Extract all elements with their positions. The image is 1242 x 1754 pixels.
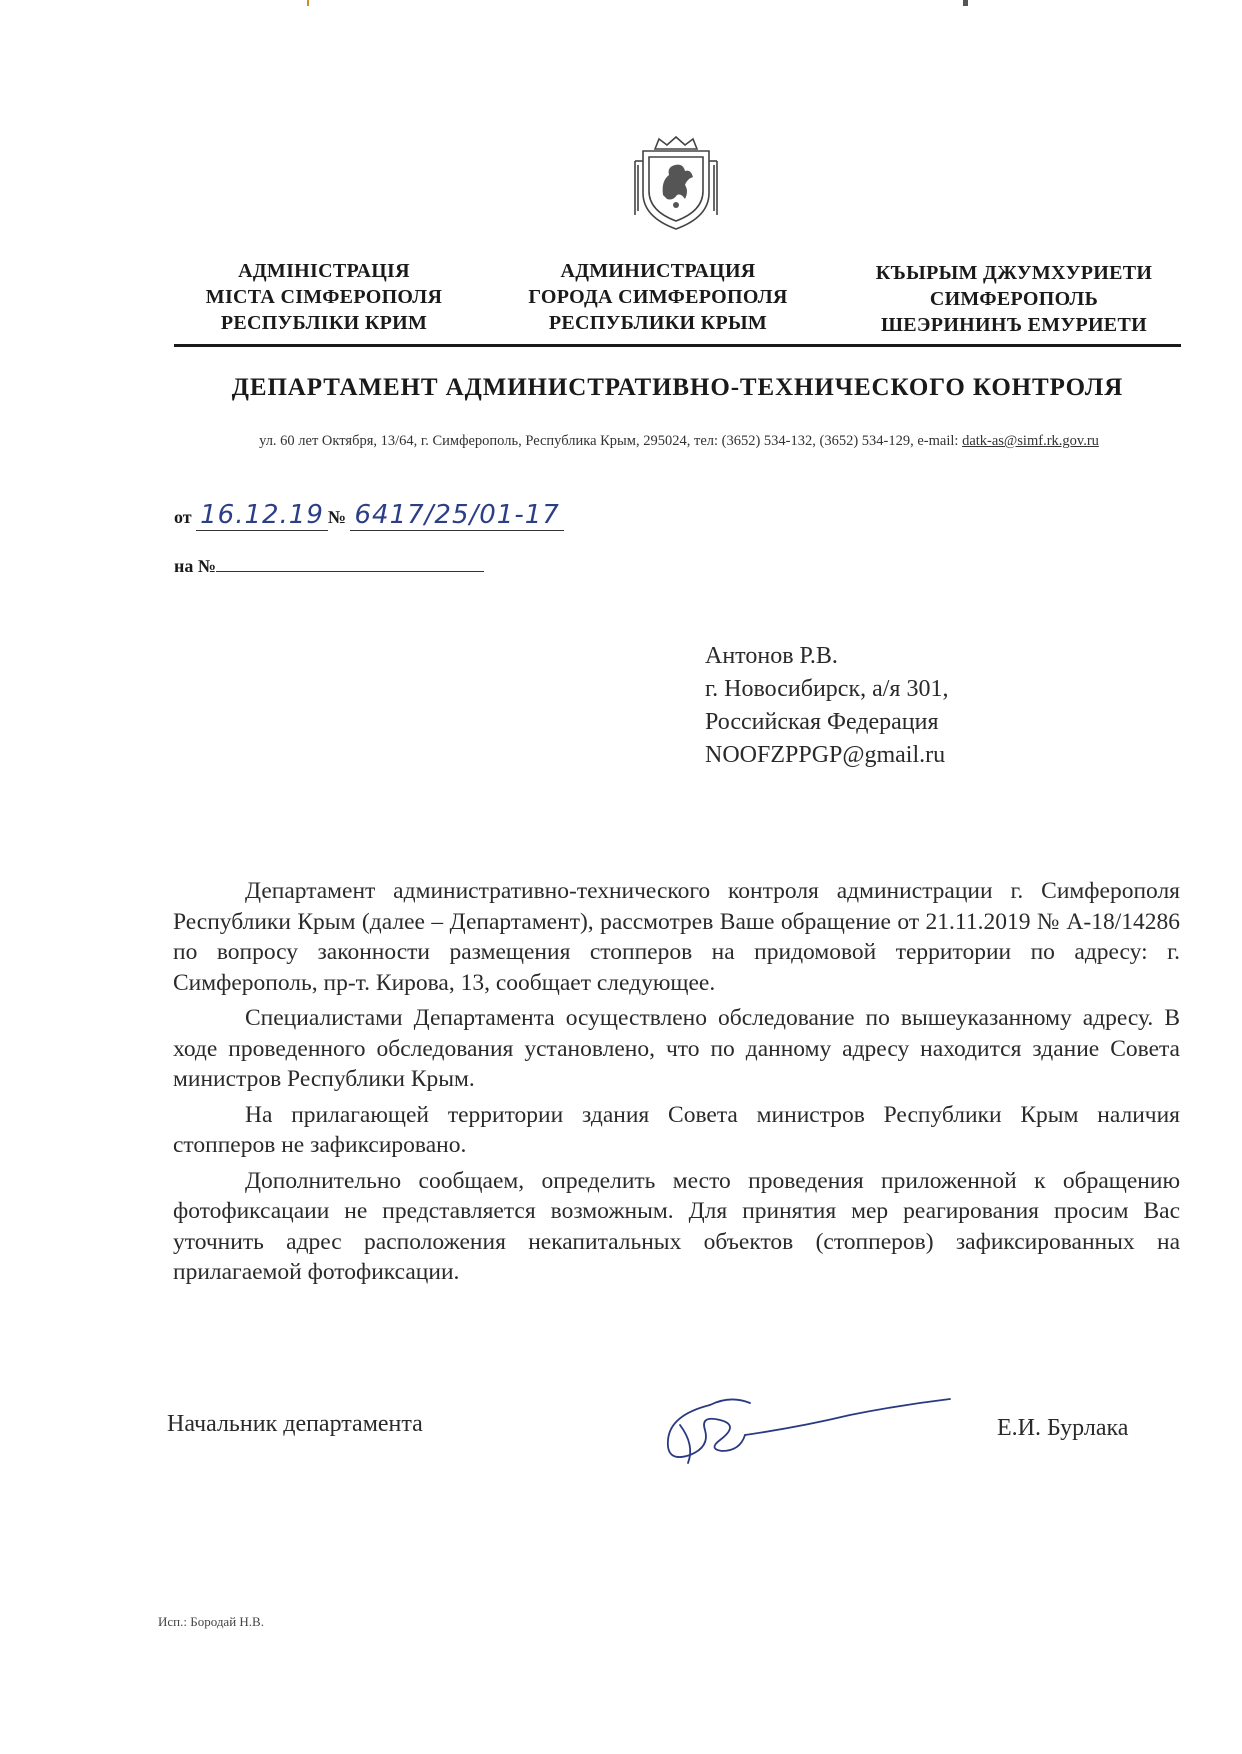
- body-paragraph: Дополнительно сообщаем, определить место проведения приложенной к обращению фотофиксацаии не представляется возможным. Для принятия мер реагирования просим Вас уточнить адрес расположения некапитальных объектов (стопперов) зафиксированных на прилагаемой фотофиксации.: [173, 1167, 1180, 1285]
- ref-no-label: №: [327, 507, 346, 527]
- header-center-line: ГОРОДА СИМФЕРОПОЛЯ: [528, 286, 788, 308]
- address-text: ул. 60 лет Октября, 13/64, г. Симферополь, Республика Крым, 295024, тел: (3652) 534-132, (3652) 534-129, e-mail:: [259, 433, 963, 449]
- header-right-line: КЪЫРЫМ ДЖУМХУРИЕТИ: [875, 262, 1153, 284]
- scan-mark: [307, 0, 309, 6]
- header-left-line: АДМІНІСТРАЦІЯ: [238, 260, 410, 282]
- body-paragraph: Департамент административно-технического контроля администрации г. Симферополя Республики Крым (далее – Департамент), рассмотрев Ваше обращение от 21.11.2019 № А-18/14286 по вопросу законности размещения стопперов на придомовой территории по адресу: г. Симферополь, пр-т. Кирова, 13, сообщает следующее.: [173, 878, 1180, 996]
- ref-number: 6417/25/01-17: [350, 500, 563, 531]
- reply-reference: [174, 555, 484, 577]
- header-left-line: РЕСПУБЛІКИ КРИМ: [220, 312, 428, 334]
- header-right-line: СИМФЕРОПОЛЬ: [929, 288, 1099, 310]
- body-paragraph: Специалистами Департамента осуществлено обследование по вышеуказанному адресу. В ходе проведенного обследования установлено, что по данному адресу находится здание Совета министров Республики Крым.: [173, 1005, 1180, 1092]
- address-email: datk-as@simf.rk.gov.ru: [962, 433, 1099, 449]
- header-divider: [174, 344, 1181, 347]
- scan-mark: [963, 0, 968, 6]
- header-center-line: РЕСПУБЛИКИ КРЫМ: [548, 312, 768, 334]
- header-left: [190, 258, 458, 336]
- recipient-city: г. Новосибирск, а/я 301,: [705, 676, 949, 702]
- reply-number-blank: [216, 555, 484, 572]
- header-center: [500, 258, 816, 336]
- outgoing-reference: [174, 500, 564, 530]
- header-left-line: МІСТА СІМФЕРОПОЛЯ: [205, 286, 443, 308]
- recipient-block: [705, 640, 948, 772]
- signatory-name: Е.И. Бурлака: [997, 1415, 1129, 1441]
- department-address: [188, 433, 1170, 450]
- header-center-line: АДМИНИСТРАЦИЯ: [560, 260, 756, 282]
- recipient-country: Российская Федерация: [705, 709, 939, 735]
- ref-date: 16.12.19: [196, 500, 328, 531]
- recipient-email: NOOFZPPGP@gmail.ru: [705, 742, 946, 768]
- body-paragraph: На прилагающей территории здания Совета министров Республики Крым наличия стопперов не зафиксировано.: [173, 1101, 1180, 1158]
- ref-reply-label: на №: [174, 556, 216, 576]
- signatory-position: Начальник департамента: [167, 1411, 423, 1437]
- ref-from-label: от: [174, 507, 192, 527]
- letter-body: [173, 876, 1180, 1293]
- handwritten-signature: [650, 1385, 970, 1475]
- header-right: [850, 260, 1178, 338]
- department-title: ДЕПАРТАМЕНТ АДМИНИСТРАТИВНО-ТЕХНИЧЕСКОГО КОНТРОЛЯ: [231, 374, 1124, 401]
- coat-of-arms-icon: [633, 135, 719, 231]
- recipient-name: Антонов Р.В.: [705, 643, 838, 669]
- executor-note: Исп.: Бородай Н.В.: [158, 1614, 264, 1629]
- header-right-line: ШЕЭРИНИНЪ ЕМУРИЕТИ: [881, 314, 1147, 336]
